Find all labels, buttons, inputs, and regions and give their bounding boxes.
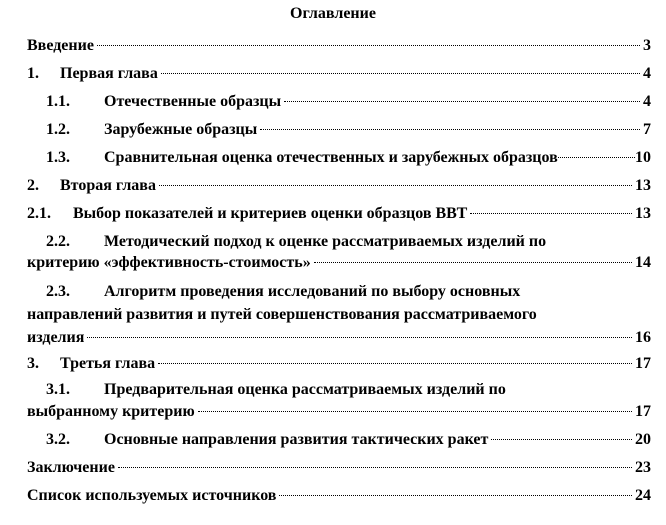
toc-leader bbox=[279, 495, 632, 496]
toc-title: Оглавление bbox=[290, 5, 376, 22]
toc-entry-label: Выбор показателей и критериев оценки образцов ВВТ bbox=[73, 205, 468, 222]
toc-entry-label: Первая глава bbox=[60, 65, 158, 82]
toc-leader bbox=[118, 467, 632, 468]
toc-page-number: 13 bbox=[635, 205, 651, 222]
toc-entry-label: Третья глава bbox=[60, 355, 156, 372]
toc-entry-2-3[interactable] bbox=[27, 282, 651, 348]
toc-entry-label-line-1: Предварительная оценка рассматриваемых изделий по bbox=[104, 381, 506, 398]
toc-entry-3-1[interactable] bbox=[27, 380, 651, 422]
toc-entry-chapter-1[interactable] bbox=[27, 64, 651, 84]
toc-leader bbox=[198, 411, 632, 412]
toc-entry-number: 2.1. bbox=[27, 205, 51, 222]
toc-entry-label: Заключение bbox=[27, 459, 115, 476]
toc-entry-references[interactable] bbox=[27, 486, 651, 506]
toc-leader bbox=[158, 363, 632, 364]
toc-page-number: 14 bbox=[635, 254, 651, 271]
toc-entry-1-3[interactable] bbox=[46, 148, 651, 168]
toc-page-number: 13 bbox=[635, 177, 651, 194]
toc-entry-number: 3. bbox=[27, 355, 39, 372]
toc-page-number: 17 bbox=[635, 403, 651, 420]
toc-entry-label: Сравнительная оценка отечественных и зарубежных образцов bbox=[104, 149, 558, 166]
toc-page-number: 4 bbox=[643, 65, 651, 82]
toc-entry-label-line-1: Алгоритм проведения исследований по выбору основных bbox=[104, 283, 521, 300]
toc-page-number: 10 bbox=[635, 149, 651, 166]
toc-entry-number: 1.1. bbox=[46, 93, 70, 110]
toc-entry-label: Вторая глава bbox=[60, 177, 156, 194]
toc-entry-number: 1.2. bbox=[46, 121, 70, 138]
toc-entry-number: 3.1. bbox=[46, 381, 70, 398]
toc-page-number: 24 bbox=[635, 487, 651, 504]
toc-entry-number: 2.3. bbox=[46, 283, 70, 300]
toc-leader bbox=[260, 129, 640, 130]
toc-entry-label: Зарубежные образцы bbox=[104, 121, 258, 138]
toc-leader bbox=[161, 73, 640, 74]
toc-entry-label: Список используемых источников bbox=[27, 487, 277, 504]
toc-entry-3-2[interactable] bbox=[46, 430, 651, 450]
toc-entry-label: Основные направления развития тактических ракет bbox=[104, 431, 489, 448]
toc-entry-label-line-1: Методический подход к оценке рассматриваемых изделий по bbox=[104, 233, 547, 250]
toc-page-number: 16 bbox=[635, 329, 651, 346]
toc-entry-label-line-2: выбранному критерию bbox=[27, 403, 195, 420]
toc-entry-label-line-2: критерию «эффективность-стоимость» bbox=[27, 254, 311, 271]
toc-page-number: 7 bbox=[643, 121, 651, 138]
toc-entry-number: 1. bbox=[27, 65, 39, 82]
toc-leader bbox=[284, 101, 640, 102]
toc-page-number: 20 bbox=[635, 431, 651, 448]
toc-entry-introduction[interactable] bbox=[27, 36, 651, 56]
toc-entry-number: 1.3. bbox=[46, 149, 70, 166]
toc-entry-chapter-3[interactable] bbox=[27, 354, 651, 374]
toc-entry-chapter-2[interactable] bbox=[27, 176, 651, 196]
toc-entry-conclusion[interactable] bbox=[27, 458, 651, 478]
toc-entry-1-1[interactable] bbox=[46, 92, 651, 112]
toc-entry-number: 2. bbox=[27, 177, 39, 194]
toc-entry-label-line-3: изделия bbox=[27, 329, 85, 346]
toc-entry-number: 2.2. bbox=[46, 233, 70, 250]
toc-leader bbox=[87, 337, 632, 338]
toc-leader bbox=[470, 213, 632, 214]
toc-entry-label: Отечественные образцы bbox=[104, 93, 282, 110]
toc-page-number: 3 bbox=[643, 37, 651, 54]
toc-page-number: 23 bbox=[635, 459, 651, 476]
toc-entry-1-2[interactable] bbox=[46, 120, 651, 140]
toc-page-number: 4 bbox=[643, 93, 651, 110]
toc-entry-label-line-2: направлений развития и путей совершенствования рассматриваемого bbox=[27, 306, 537, 323]
toc-leader bbox=[159, 185, 632, 186]
toc-leader bbox=[97, 45, 640, 46]
toc-leader bbox=[558, 157, 635, 158]
toc-leader bbox=[491, 439, 632, 440]
toc-entry-2-2[interactable] bbox=[27, 232, 651, 273]
toc-entry-label: Введение bbox=[27, 37, 94, 54]
toc-entry-number: 3.2. bbox=[46, 431, 70, 448]
toc-entry-2-1[interactable] bbox=[27, 204, 651, 224]
toc-leader bbox=[314, 262, 632, 263]
toc-page-number: 17 bbox=[635, 355, 651, 372]
